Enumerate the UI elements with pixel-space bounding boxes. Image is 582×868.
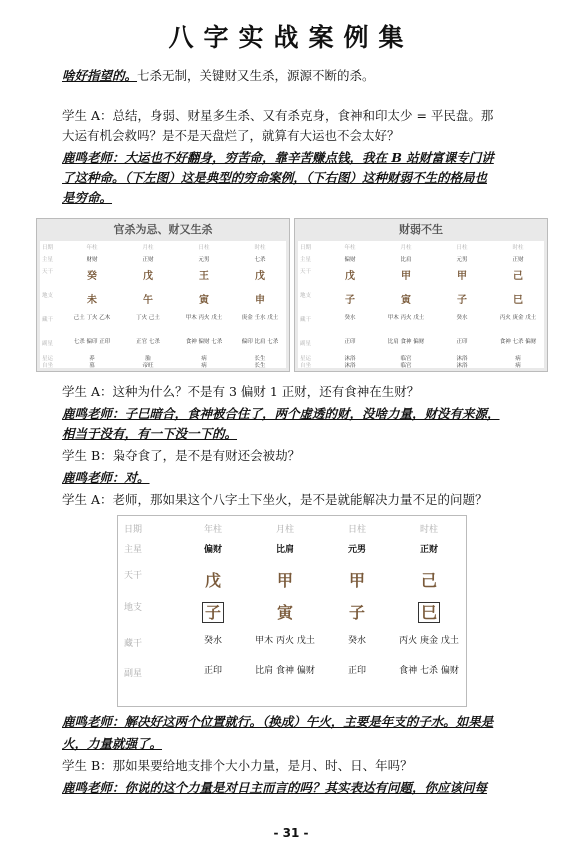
pillar-zuo: 帝旺 bbox=[142, 363, 154, 369]
pillar-cang: 癸水 bbox=[344, 315, 356, 321]
pillar-yun: 病 bbox=[515, 356, 521, 362]
chart-left-grid bbox=[40, 241, 286, 368]
pillar-cang: 己土 丁火 乙木 bbox=[73, 315, 111, 321]
chart-left-heading: 官杀为忌、财又生杀 bbox=[113, 223, 213, 236]
pillar-zhu: 偏财 bbox=[344, 257, 356, 263]
pillar-gan: 戊 bbox=[255, 271, 265, 282]
student-line: 学生 A：这种为什么？不是有 3 偏财 1 正财，还有食神在生财？ bbox=[62, 384, 420, 399]
highlight-box: 子 bbox=[202, 602, 224, 623]
pillar-zhu: 比肩 bbox=[400, 257, 412, 263]
pillar-zhi bbox=[396, 600, 462, 623]
pillar-zhi: 子 bbox=[348, 603, 365, 622]
student-line: 大运有机会救吗？是不是天盘烂了，就算有大运也不会太好？ bbox=[62, 128, 400, 143]
pillar-fu: 食神 七杀 偏财 bbox=[499, 339, 537, 345]
pillar-gan: 己 bbox=[513, 271, 523, 282]
pillar-zhu: 元男 bbox=[198, 257, 210, 263]
teacher-line: 鹿鸣老师：子巳暗合，食神被合住了，两个虚透的财，没啥力量，财没有来源， bbox=[62, 406, 500, 421]
student-line: 学生 B：枭夺食了，是不是有财还会被劫？ bbox=[62, 448, 301, 463]
pillar-yun: 沐浴 bbox=[456, 356, 468, 362]
row-label: 副星 bbox=[300, 341, 312, 347]
pillar-fu: 偏印 比肩 七杀 bbox=[241, 339, 279, 345]
pillar-zhu: 正财 bbox=[419, 545, 438, 555]
pillar-zhu: 元男 bbox=[456, 257, 468, 263]
pillar-head: 日柱 bbox=[347, 525, 366, 535]
pillar-gan: 戊 bbox=[204, 571, 221, 590]
pillar-cang: 癸水 bbox=[456, 315, 468, 321]
chart-big bbox=[117, 515, 467, 707]
pillar-zhu: 比肩 bbox=[275, 545, 294, 555]
page-title: 八字实战案例集 bbox=[168, 23, 414, 52]
pillar-head: 年柱 bbox=[86, 245, 98, 251]
pillar-gan: 甲 bbox=[348, 571, 365, 590]
pillar-fu: 正印 bbox=[203, 666, 222, 676]
teacher-line: 鹿鸣老师：大运也不好翻身，穷苦命，靠辛苦赚点钱，我在 B 站财富课专门讲 bbox=[62, 150, 494, 165]
page-number: - 31 - bbox=[273, 826, 309, 840]
pillar-cang: 甲木 丙火 戊土 bbox=[255, 636, 315, 646]
teacher-line: 相当于没有，有一下没一下的。 bbox=[62, 426, 238, 441]
row-label: 藏干 bbox=[124, 639, 143, 649]
row-label: 副星 bbox=[42, 341, 54, 347]
row-label: 主星 bbox=[300, 257, 312, 263]
pillar-gan: 癸 bbox=[87, 271, 97, 282]
pillar-cang: 癸水 bbox=[347, 636, 366, 646]
row-label: 地支 bbox=[124, 603, 143, 613]
row-label: 星运 bbox=[300, 356, 312, 362]
pillar-gan: 甲 bbox=[276, 571, 293, 590]
teacher-line: 是穷命。 bbox=[62, 190, 113, 205]
pillar-head: 时柱 bbox=[254, 245, 266, 251]
student-line: 学生 A：老师，那如果这个八字土下坐火，是不是就能解决力量不足的问题？ bbox=[62, 492, 488, 507]
pillar-fu: 正官 七杀 bbox=[136, 339, 160, 345]
pillar-head: 年柱 bbox=[203, 525, 222, 535]
pillar-head: 时柱 bbox=[419, 525, 438, 535]
pillar-zhu: 偏财 bbox=[203, 545, 222, 555]
pillar-head: 月柱 bbox=[400, 245, 412, 251]
chart-left bbox=[36, 218, 290, 372]
pillar-cang: 庚金 壬水 戊土 bbox=[241, 315, 279, 321]
pillar-cang: 丁火 己土 bbox=[136, 315, 160, 321]
row-label: 藏干 bbox=[42, 317, 54, 323]
pillar-zhi: 子 bbox=[345, 295, 355, 306]
pillar-zhu: 元男 bbox=[347, 545, 366, 555]
pillar-zhi: 未 bbox=[87, 295, 97, 306]
pillar-fu: 比肩 食神 偏财 bbox=[387, 339, 425, 345]
pillar-zhu: 正财 bbox=[142, 257, 154, 263]
pillar-fu: 正印 bbox=[456, 339, 468, 345]
pillar-gan: 王 bbox=[199, 271, 209, 282]
row-label: 天干 bbox=[300, 269, 312, 275]
pillar-zhi: 午 bbox=[143, 295, 153, 306]
pillar-head: 日柱 bbox=[456, 245, 468, 251]
row-label: 副星 bbox=[124, 669, 143, 679]
text-line bbox=[62, 66, 532, 85]
pillar-head: 时柱 bbox=[512, 245, 524, 251]
pillar-head: 年柱 bbox=[344, 245, 356, 251]
student-line: 学生 A：总结，身弱、财星多生杀、又有杀克身，食神和印太少 = 平民盘。那 bbox=[62, 108, 494, 123]
chart-right-heading: 财弱不生 bbox=[399, 223, 443, 236]
pillar-fu: 正印 bbox=[344, 339, 356, 345]
teacher-line: 了这种命。（下左图）这是典型的穷命案例，（下右图）这种财弱不生的格局也 bbox=[62, 170, 488, 185]
row-label: 主星 bbox=[42, 257, 54, 263]
pillar-zhi: 申 bbox=[255, 295, 265, 306]
pillar-yun: 病 bbox=[201, 356, 207, 362]
row-label: 自坐 bbox=[300, 363, 312, 369]
pillar-cang: 甲木 丙火 戊土 bbox=[185, 315, 223, 321]
pillar-cang: 丙火 庚金 戊土 bbox=[499, 315, 537, 321]
body-text: 七杀无制，关键财又生杀，源源不断的杀。 bbox=[137, 68, 375, 83]
pillar-gan: 己 bbox=[420, 571, 437, 590]
pillar-zuo: 沐浴 bbox=[456, 363, 468, 369]
pillar-head: 月柱 bbox=[275, 525, 294, 535]
pillar-yun: 临官 bbox=[400, 356, 412, 362]
row-label: 主星 bbox=[124, 545, 143, 555]
pillar-zuo: 病 bbox=[201, 363, 207, 369]
pillar-gan: 甲 bbox=[401, 271, 411, 282]
pillar-zhu: 正财 bbox=[512, 257, 524, 263]
teacher-line: 鹿鸣老师：对。 bbox=[62, 470, 150, 485]
pillar-zuo: 长生 bbox=[254, 363, 266, 369]
pillar-head: 月柱 bbox=[142, 245, 154, 251]
pillar-gan: 戊 bbox=[345, 271, 355, 282]
pillar-zuo: 病 bbox=[515, 363, 521, 369]
pillar-zuo: 沐浴 bbox=[344, 363, 356, 369]
row-label: 日期 bbox=[124, 525, 143, 535]
student-line: 学生 B：那如果要给地支排个大小力量，是月、时、日、年吗？ bbox=[62, 758, 413, 773]
row-label: 藏干 bbox=[300, 317, 312, 323]
pillar-gan: 戊 bbox=[143, 271, 153, 282]
pillar-zhi: 子 bbox=[457, 295, 467, 306]
row-label: 日期 bbox=[42, 245, 54, 251]
pillar-fu: 食神 七杀 偏财 bbox=[399, 666, 459, 676]
pillar-zhi: 寅 bbox=[276, 603, 293, 622]
pillar-head: 日柱 bbox=[198, 245, 210, 251]
pillar-zhi: 寅 bbox=[401, 295, 411, 306]
row-label: 地支 bbox=[42, 293, 54, 299]
pillar-yun: 胎 bbox=[145, 356, 151, 362]
pillar-cang: 癸水 bbox=[203, 636, 222, 646]
row-label: 地支 bbox=[300, 293, 312, 299]
pillar-yun: 沐浴 bbox=[344, 356, 356, 362]
pillar-cang: 甲木 丙火 戊土 bbox=[387, 315, 425, 321]
pillar-gan: 甲 bbox=[457, 271, 467, 282]
row-label: 星运 bbox=[42, 356, 54, 362]
chart-right bbox=[294, 218, 548, 372]
pillar-zuo: 墓 bbox=[89, 363, 95, 369]
row-label: 天干 bbox=[124, 571, 143, 581]
pillar-fu: 食神 偏财 七杀 bbox=[185, 339, 223, 345]
row-label: 日期 bbox=[300, 245, 312, 251]
pillar-zhu: 财财 bbox=[86, 257, 98, 263]
pillar-zhi bbox=[180, 600, 246, 623]
row-label: 自坐 bbox=[42, 363, 54, 369]
pillar-zhu: 七杀 bbox=[254, 257, 266, 263]
pillar-zhi: 寅 bbox=[199, 295, 209, 306]
pillar-yun: 长生 bbox=[254, 356, 266, 362]
row-label: 天干 bbox=[42, 269, 54, 275]
pillar-fu: 正印 bbox=[347, 666, 366, 676]
chart-right-grid bbox=[298, 241, 544, 368]
teacher-line: 鹿鸣老师：你说的这个力量是对日主而言的吗？其实表达有问题，你应该问每 bbox=[62, 780, 488, 795]
pillar-fu: 七杀 偏印 正印 bbox=[73, 339, 111, 345]
pillar-zhi: 巳 bbox=[513, 295, 523, 306]
teacher-text: 啥好指望的。 bbox=[62, 68, 138, 83]
pillar-yun: 养 bbox=[89, 356, 95, 362]
teacher-line: 火，力量就强了。 bbox=[62, 736, 163, 751]
pillar-cang: 丙火 庚金 戊土 bbox=[399, 636, 459, 646]
pillar-fu: 比肩 食神 偏财 bbox=[255, 666, 315, 676]
teacher-line: 鹿鸣老师：解决好这两个位置就行。（换成）午火，主要是年支的子水。如果是 bbox=[62, 714, 494, 729]
highlight-box: 巳 bbox=[418, 602, 440, 623]
pillar-zuo: 临官 bbox=[400, 363, 412, 369]
